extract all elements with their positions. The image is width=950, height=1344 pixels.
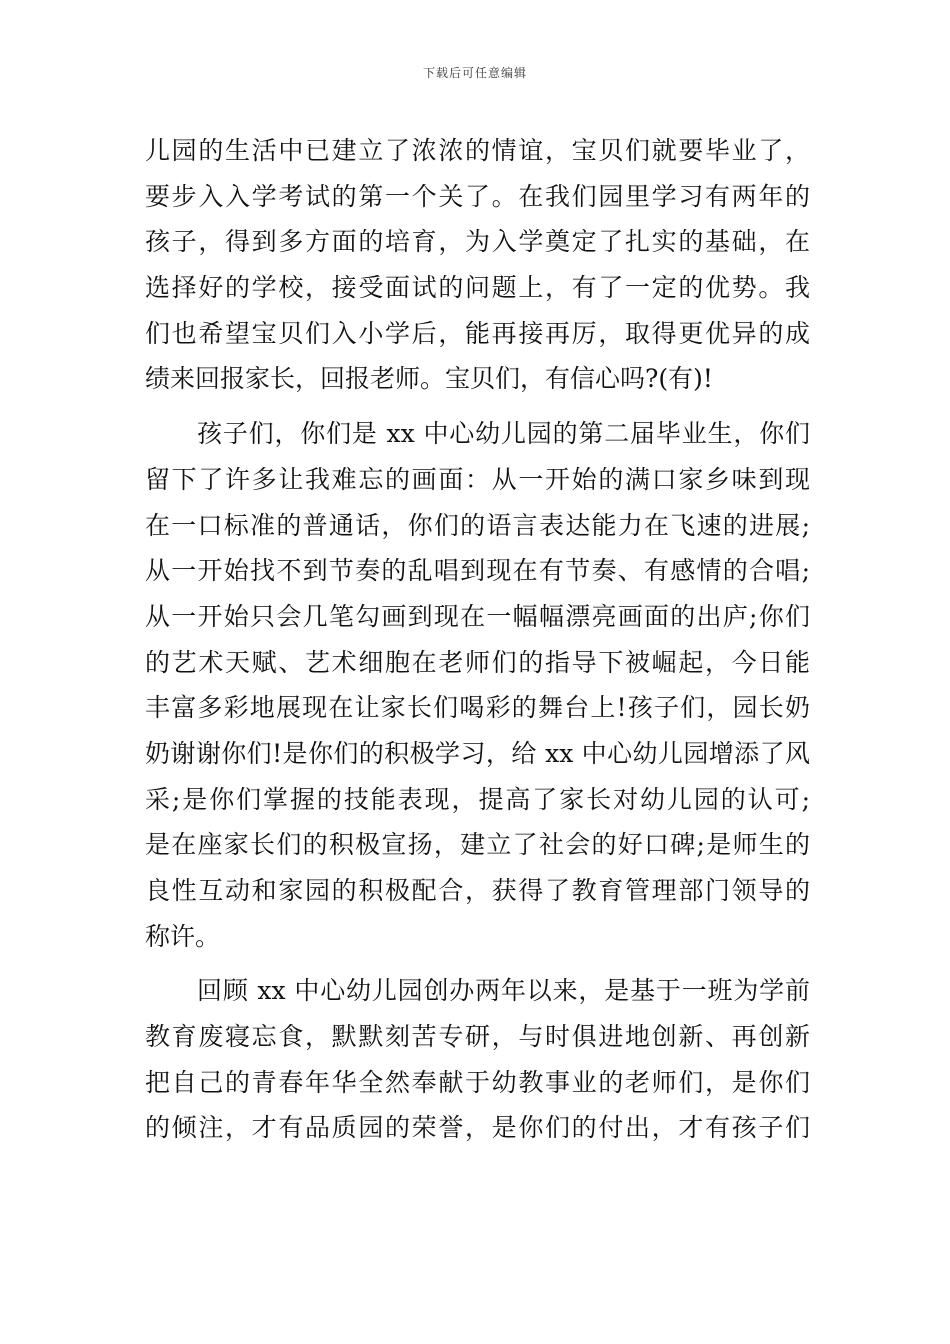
text-line: 称许。 xyxy=(145,921,221,951)
text-line: 们也希望宝贝们入小学后，能再接再厉，取得更优异的成 xyxy=(145,318,810,348)
document-body xyxy=(145,128,810,1151)
text-line: 回顾 xx 中心幼儿园创办两年以来，是基于一班为学前 xyxy=(197,976,810,1006)
text-line: 从一开始找不到节奏的乱唱到现在有节奏、有感情的合唱; xyxy=(145,556,810,586)
text-line: 教育废寝忘食，默默刻苦专研，与时俱进地创新、再创新 xyxy=(145,1022,810,1052)
text-line: 把自己的青春年华全然奉献于幼教事业的老师们，是你们 xyxy=(145,1067,810,1097)
paragraph-2 xyxy=(145,411,810,959)
page-header: 下载后可任意编辑 xyxy=(422,66,527,80)
text-line: 绩来回报家长，回报老师。宝贝们，有信心吗?(有)! xyxy=(145,364,713,394)
text-line: 孩子们，你们是 xx 中心幼儿园的第二届毕业生，你们 xyxy=(197,419,810,449)
text-line: 的倾注，才有品质园的荣誉，是你们的付出，才有孩子们 xyxy=(145,1113,810,1143)
paragraph-spacer xyxy=(145,959,810,968)
text-line: 良性互动和家园的积极配合，获得了教育管理部门领导的 xyxy=(145,876,810,905)
text-line: 孩子，得到多方面的培育，为入学奠定了扎实的基础，在 xyxy=(145,227,810,257)
text-line: 是在座家长们的积极宣扬，建立了社会的好口碑;是师生的 xyxy=(145,830,810,860)
paragraph-spacer xyxy=(145,402,810,411)
paragraph-1 xyxy=(145,128,810,402)
paragraph-3 xyxy=(145,968,810,1151)
text-line: 要步入入学考试的第一个关了。在我们园里学习有两年的 xyxy=(145,181,810,211)
text-line: 采;是你们掌握的技能表现，提高了家长对幼儿园的认可; xyxy=(145,784,810,814)
text-line: 从一开始只会几笔勾画到现在一幅幅漂亮画面的出庐;你们 xyxy=(145,601,810,631)
text-line: 的艺术天赋、艺术细胞在老师们的指导下被崛起，今日能 xyxy=(145,647,810,677)
text-line: 在一口标准的普通话，你们的语言表达能力在飞速的进展; xyxy=(145,510,810,540)
text-line: 丰富多彩地展现在让家长们喝彩的舞台上!孩子们，园长奶 xyxy=(145,693,810,723)
text-line: 奶谢谢你们!是你们的积极学习，给 xx 中心幼儿园增添了风 xyxy=(145,738,810,768)
text-line: 选择好的学校，接受面试的问题上，有了一定的优势。我 xyxy=(145,273,810,303)
text-line: 留下了许多让我难忘的画面：从一开始的满口家乡味到现 xyxy=(145,464,810,494)
text-line: 儿园的生活中已建立了浓浓的情谊，宝贝们就要毕业了， xyxy=(145,136,810,165)
